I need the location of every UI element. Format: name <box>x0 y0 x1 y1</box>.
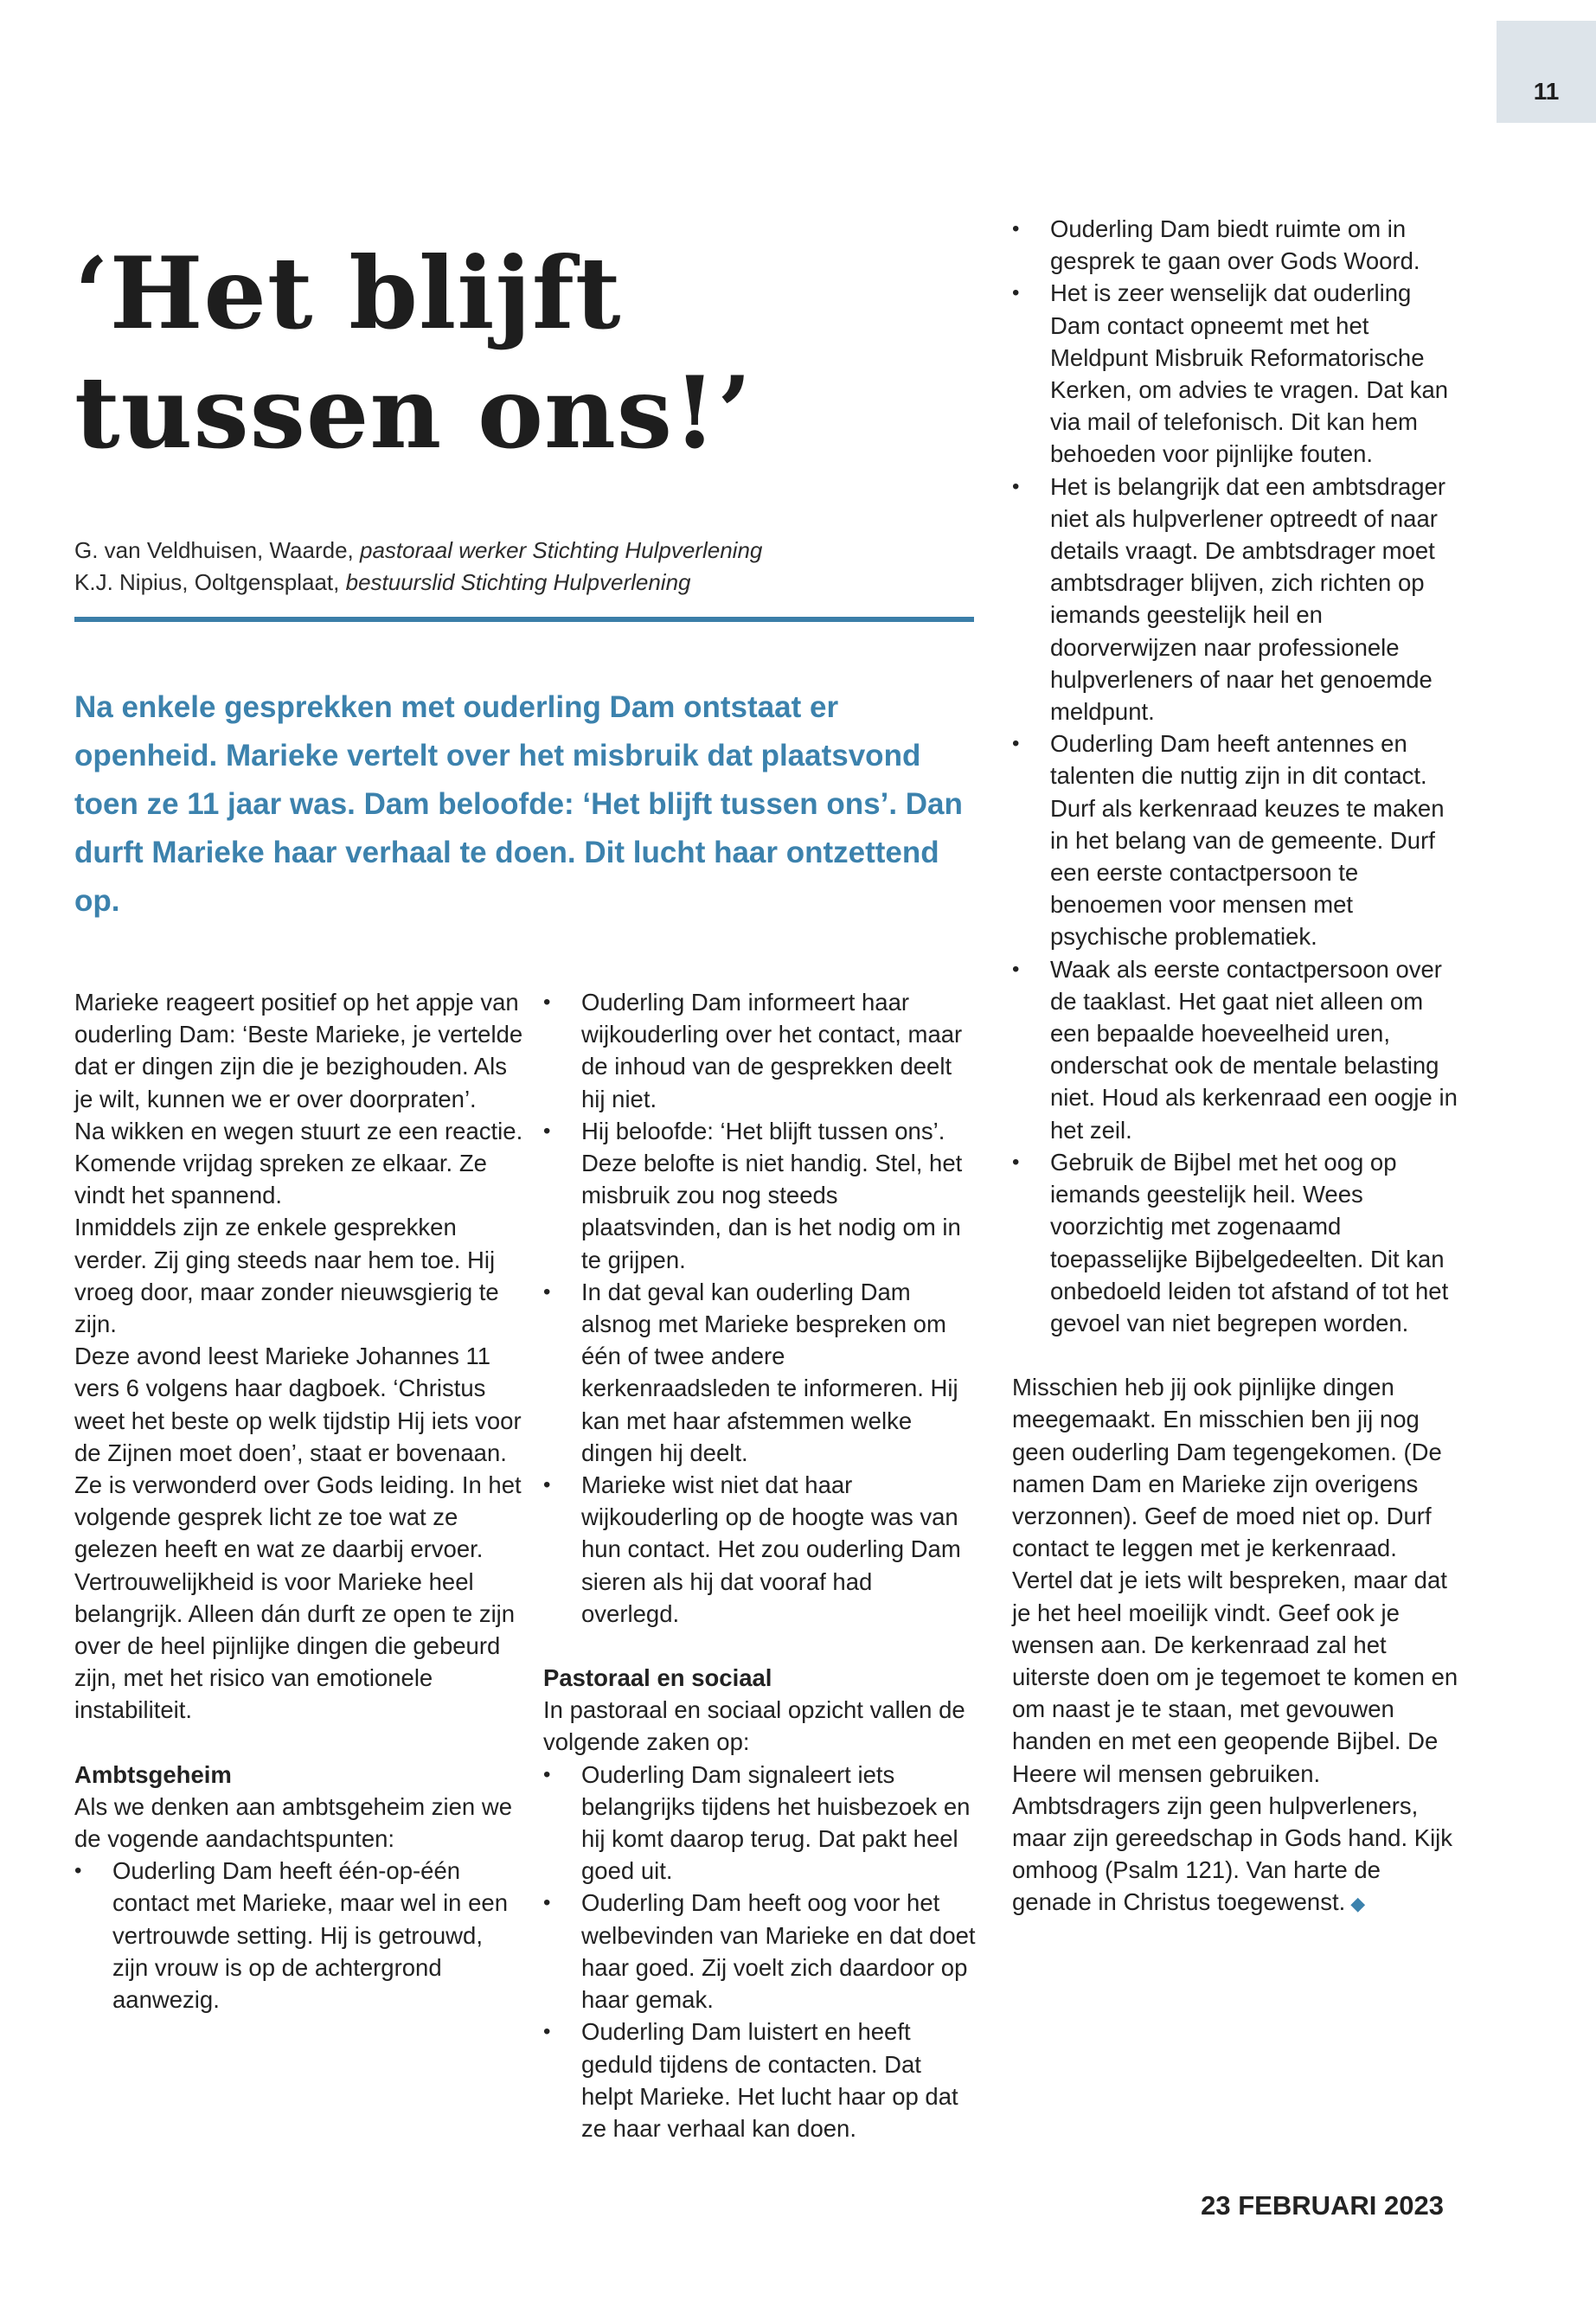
closing-text: Misschien heb jij ook pijnlijke dingen meegemaakt. En misschien ben jij nog geen ouderling Dam tegengekomen. (De namen Dam en Marieke zijn overigens verzonnen). Geef de moed niet op. Durf contact te leggen met je kerkenraad. Vertel dat je iets wilt bespreken, maar dat je het heel moeilijk vindt. Geef ook je wensen aan. De kerkenraad zal het uiterste doen om je tegemoet te komen en om naast je te staan, met gevouwen handen en met een geopende Bijbel. De Heere wil mensen gebruiken. Ambtsdragers zijn geen hulpverleners, maar zijn gereedschap in Gods hand. Kijk omhoog (Psalm 121). Van harte de genade in Christus toegewenst. <box>1012 1374 1458 1916</box>
author-name: K.J. Nipius, Ooltgensplaat, <box>74 569 346 595</box>
article-title: ‘Het blijft tussen ons!’ <box>74 235 753 471</box>
paragraph: Marieke reageert positief op het appje van ouderling Dam: ‘Beste Marieke, je vertelde dat er dingen zijn die je bezighouden. Als je wilt, kunnen we er over doorpraten’. <box>74 989 523 1112</box>
text-column-2 <box>543 986 976 2144</box>
header-divider <box>74 617 974 622</box>
article-lead: Na enkele gesprekken met ouderling Dam ontstaat er openheid. Marieke vertelt over het misbruik dat plaatsvond toen ze 11 jaar was. Dam beloofde: ‘Het blijft tussen ons’. Dan durft Marieke haar verhaal te doen. Dit lucht haar ontzettend op. <box>74 690 963 918</box>
list-item: • Waak als eerste contactpersoon over de taaklast. Het gaat niet alleen om een bepaalde hoeveelheid uren, onderschat ook de mentale belasting niet. Houd als kerkenraad een oogje in het zeil. <box>1012 953 1462 1146</box>
bullet-list <box>543 1759 976 2144</box>
list-item: • Gebruik de Bijbel met het oog op iemands geestelijk heil. Wees voorzichtig met zogenaamd toepasselijke Bijbelgedeelten. Dit kan onbedoeld leiden tot afstand of tot het gevoel van niet begrepen worden. <box>1012 1146 1462 1339</box>
paragraph: Inmiddels zijn ze enkele gesprekken verder. Zij ging steeds naar hem toe. Hij vroeg door, maar zonder nieuwsgierig te zijn. <box>74 1214 499 1338</box>
section-heading: Pastoraal en sociaal <box>543 1664 772 1692</box>
page-number-tab <box>1497 21 1596 123</box>
author-role: pastoraal werker Stichting Hulpverlening <box>360 537 763 563</box>
list-item: • Marieke wist niet dat haar wijkouderling op de hoogte was van hun contact. Het zou ouderling Dam sieren als hij dat vooraf had overlegd. <box>543 1469 976 1630</box>
author-line <box>74 535 974 567</box>
bullet-list <box>74 1855 524 2016</box>
bullet-list <box>1012 213 1462 1339</box>
list-item: • In dat geval kan ouderling Dam alsnog met Marieke bespreken om één of twee andere kerkenraadsleden te informeren. Hij kan met haar afstemmen welke dingen hij deelt. <box>543 1276 976 1469</box>
paragraph: In pastoraal en sociaal opzicht vallen de volgende zaken op: <box>543 1696 965 1756</box>
list-item: • Het is zeer wenselijk dat ouderling Dam contact opneemt met het Meldpunt Misbruik Reformatorische Kerken, om advies te vragen. Dat kan via mail of telefonisch. Dit kan hem behoeden voor pijnlijke fouten. <box>1012 277 1462 470</box>
paragraph: Deze avond leest Marieke Johannes 11 vers 6 volgens haar dagboek. ‘Christus weet het beste op welk tijdstip Hij iets voor de Zijnen moet doen’, staat er bovenaan. Ze is verwonderd over Gods leiding. In het volgende gesprek licht ze toe wat ze gelezen heeft en wat ze daarbij ervoer. <box>74 1343 522 1563</box>
issue-date: 23 FEBRUARI 2023 <box>1201 2190 1444 2221</box>
list-item: • Hij beloofde: ‘Het blijft tussen ons’. Deze belofte is niet handig. Stel, het misbruik zou nog steeds plaatsvinden, dan is het nodig om in te grijpen. <box>543 1115 976 1276</box>
paragraph: Vertrouwelijkheid is voor Marieke heel belangrijk. Alleen dán durft ze open te zijn over de heel pijnlijke dingen die gebeurd zijn, met het risico van emotionele instabiliteit. <box>74 1567 516 1724</box>
bullet-list <box>543 986 976 1630</box>
text-column-1 <box>74 986 524 2016</box>
list-item: • Het is belangrijk dat een ambtsdrager niet als hulpverlener optreedt of naar details vraagt. De ambtsdrager moet ambtsdrager blijven, zich richten op iemands geestelijk heil en doorverwijzen naar professionele hulpverleners of naar het genoemde meldpunt. <box>1012 471 1462 728</box>
author-name: G. van Veldhuisen, Waarde, <box>74 537 361 563</box>
author-credits <box>74 535 974 599</box>
list-item: • Ouderling Dam luistert en heeft geduld tijdens de contacten. Dat helpt Marieke. Het lucht haar op dat ze haar verhaal kan doen. <box>543 2016 976 2144</box>
list-item: • Ouderling Dam biedt ruimte om in gesprek te gaan over Gods Woord. <box>1012 213 1462 277</box>
section-heading: Ambtsgeheim <box>74 1760 232 1788</box>
author-line <box>74 567 974 599</box>
list-item: • Ouderling Dam signaleert iets belangrijks tijdens het huisbezoek en hij komt daarop terug. Dat pakt heel goed uit. <box>543 1759 976 1888</box>
closing-paragraph <box>1012 1371 1462 1920</box>
paragraph: Als we denken aan ambtsgeheim zien we de vogende aandachtspunten: <box>74 1792 512 1853</box>
paragraph: Na wikken en wegen stuurt ze een reactie. Komende vrijdag spreken ze elkaar. Ze vindt het spannend. <box>74 1117 523 1209</box>
page-number: 11 <box>1533 78 1560 105</box>
end-diamond-icon: ◆ <box>1350 1893 1366 1915</box>
list-item: • Ouderling Dam heeft antennes en talenten die nuttig zijn in dit contact. Durf als kerkenraad keuzes te maken in het belang van de gemeente. Durf een eerste contactpersoon te benoemen voor mensen met psychische problematiek. <box>1012 727 1462 952</box>
list-item: • Ouderling Dam heeft één-op-één contact met Marieke, maar wel in een vertrouwde setting. Hij is getrouwd, zijn vrouw is op de achtergrond aanwezig. <box>74 1855 524 2016</box>
text-column-3 <box>1012 213 1462 1920</box>
list-item: • Ouderling Dam informeert haar wijkouderling over het contact, maar de inhoud van de gesprekken deelt hij niet. <box>543 986 976 1115</box>
list-item: • Ouderling Dam heeft oog voor het welbevinden van Marieke en dat doet haar goed. Zij voelt zich daardoor op haar gemak. <box>543 1887 976 2016</box>
author-role: bestuurslid Stichting Hulpverlening <box>345 569 691 595</box>
